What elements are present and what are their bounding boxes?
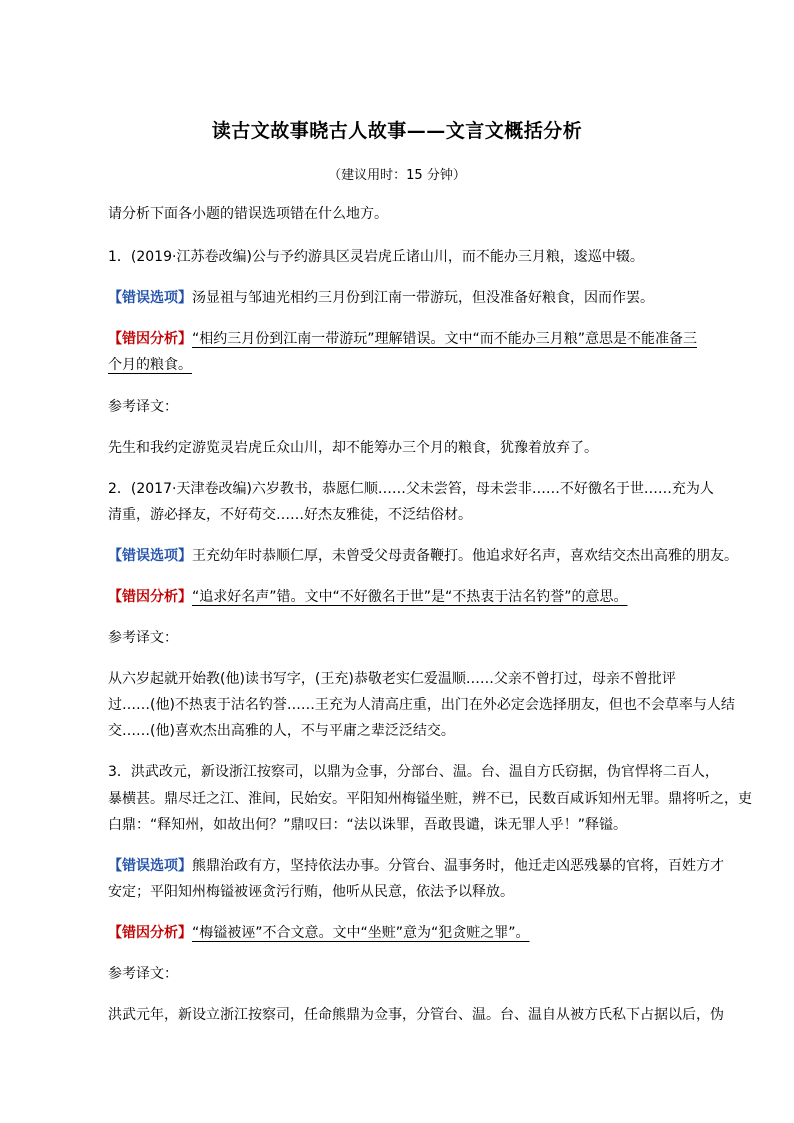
wrong-option-tag: 【错误选项】 <box>108 858 192 874</box>
wrong-reason-tag: 【错因分析】 <box>108 925 192 941</box>
q3-wrong-reason <box>108 919 720 947</box>
wrong-option-tag: 【错误选项】 <box>108 290 192 306</box>
q3-wrong-option-line1: 熊鼎治政有方，坚持依法办事。分管台、温事务时，他迁走凶恶残暴的官将，百姓方才 <box>192 858 724 874</box>
q3-source-line3: 白鼎：“释知州，如故出何？”鼎叹曰：“法以诛罪，吾敢畏谴，诛无罪人乎！”释镒。 <box>108 817 628 833</box>
q1-wrong-option-text: 汤显祖与邹迪光相约三月份到江南一带游玩，但没准备好粮食，因而作罢。 <box>192 290 654 306</box>
q2-reason-text: “追求好名声”错。文中“不好徼名于世”是“不热衷于沽名钓誉”的意思。 <box>192 589 628 605</box>
q1-source: 1．(2019·江苏卷改编)公与予约游具区灵岩虎丘诸山川，而不能办三月粮，逡巡中辍。 <box>108 249 644 265</box>
page-title: 读古文故事晓古人故事——文言文概括分析 <box>211 120 583 142</box>
q1-reason-line2: 个月的粮食。 <box>108 357 192 373</box>
q3-source-line1: 3．洪武改元，新设浙江按察司，以鼎为佥事，分部台、温。台、温自方氏窃据，伪官悍将二百人， <box>108 764 719 780</box>
q1-reason-line1: “相约三月份到江南一带游玩”理解错误。文中“而不能办三月粮”意思是不能准备三 <box>192 331 698 347</box>
wrong-reason-tag: 【错因分析】 <box>108 589 192 605</box>
q2-translation-line2: 过……(他)不热衷于沽名钓誉……王充为人清高庄重，出门在外必定会选择朋友，但也不会草率与人结 <box>108 697 735 713</box>
q3-wrong-option-line2: 安定；平阳知州梅镒被诬贪污行贿，他听从民意，依法予以释放。 <box>108 884 514 900</box>
instruction-text: 请分析下面各小题的错误选项错在什么地方。 <box>108 206 388 222</box>
q3-reason-text: “梅镒被诬”不合文意。文中“坐赃”意为“犯贪赃之罪” <box>192 925 516 941</box>
wrong-reason-tag: 【错因分析】 <box>108 331 192 347</box>
q1-reason-cont <box>108 351 720 379</box>
q2-source-line1: 2．(2017·天津卷改编)六岁教书，恭愿仁顺……父未尝笞，母未尝非……不好徼名于世……充为人 <box>108 481 714 497</box>
q2-translation-line3: 交……(他)喜欢杰出高雅的人，不与平庸之辈泛泛结交。 <box>108 723 455 739</box>
q2-reference-label: 参考译文： <box>108 630 178 646</box>
q2-wrong-option-text: 王充幼年时恭顺仁厚，未曾受父母责备鞭打。他追求好名声，喜欢结交杰出高雅的朋友。 <box>192 548 738 564</box>
q2-translation-line1: 从六岁起就开始教(他)读书写字，(王充)恭敬老实仁爱温顺……父亲不曾打过，母亲不曾批评 <box>108 671 676 687</box>
q3-wrong-option <box>108 852 724 880</box>
q1-reference-label: 参考译文： <box>108 399 178 415</box>
q2-source-line2: 清重，游必择友，不好苟交……好杰友雅徒，不泛结俗材。 <box>108 507 472 523</box>
q2-wrong-reason <box>108 583 720 611</box>
q1-wrong-option <box>108 284 720 312</box>
q2-wrong-option <box>108 542 738 570</box>
q1-translation: 先生和我约定游览灵岩虎丘众山川，却不能筹办三个月的粮食，犹豫着放弃了。 <box>108 440 598 456</box>
q3-source-line2: 暴横甚。鼎尽迁之江、淮间，民始安。平阳知州梅镒坐赃，辨不已，民数百咸诉知州无罪。鼎将听之，吏 <box>108 791 752 807</box>
q1-wrong-reason <box>108 325 720 353</box>
time-suggestion: （建议用时：15 分钟） <box>328 168 466 183</box>
wrong-option-tag: 【错误选项】 <box>108 548 192 564</box>
q3-reason-end: 。 <box>515 925 530 941</box>
q3-reference-label: 参考译文： <box>108 966 178 982</box>
q3-translation-line1: 洪武元年，新设立浙江按察司，任命熊鼎为佥事，分管台、温。台、温自从被方氏私下占据以后，伪 <box>108 1007 724 1023</box>
